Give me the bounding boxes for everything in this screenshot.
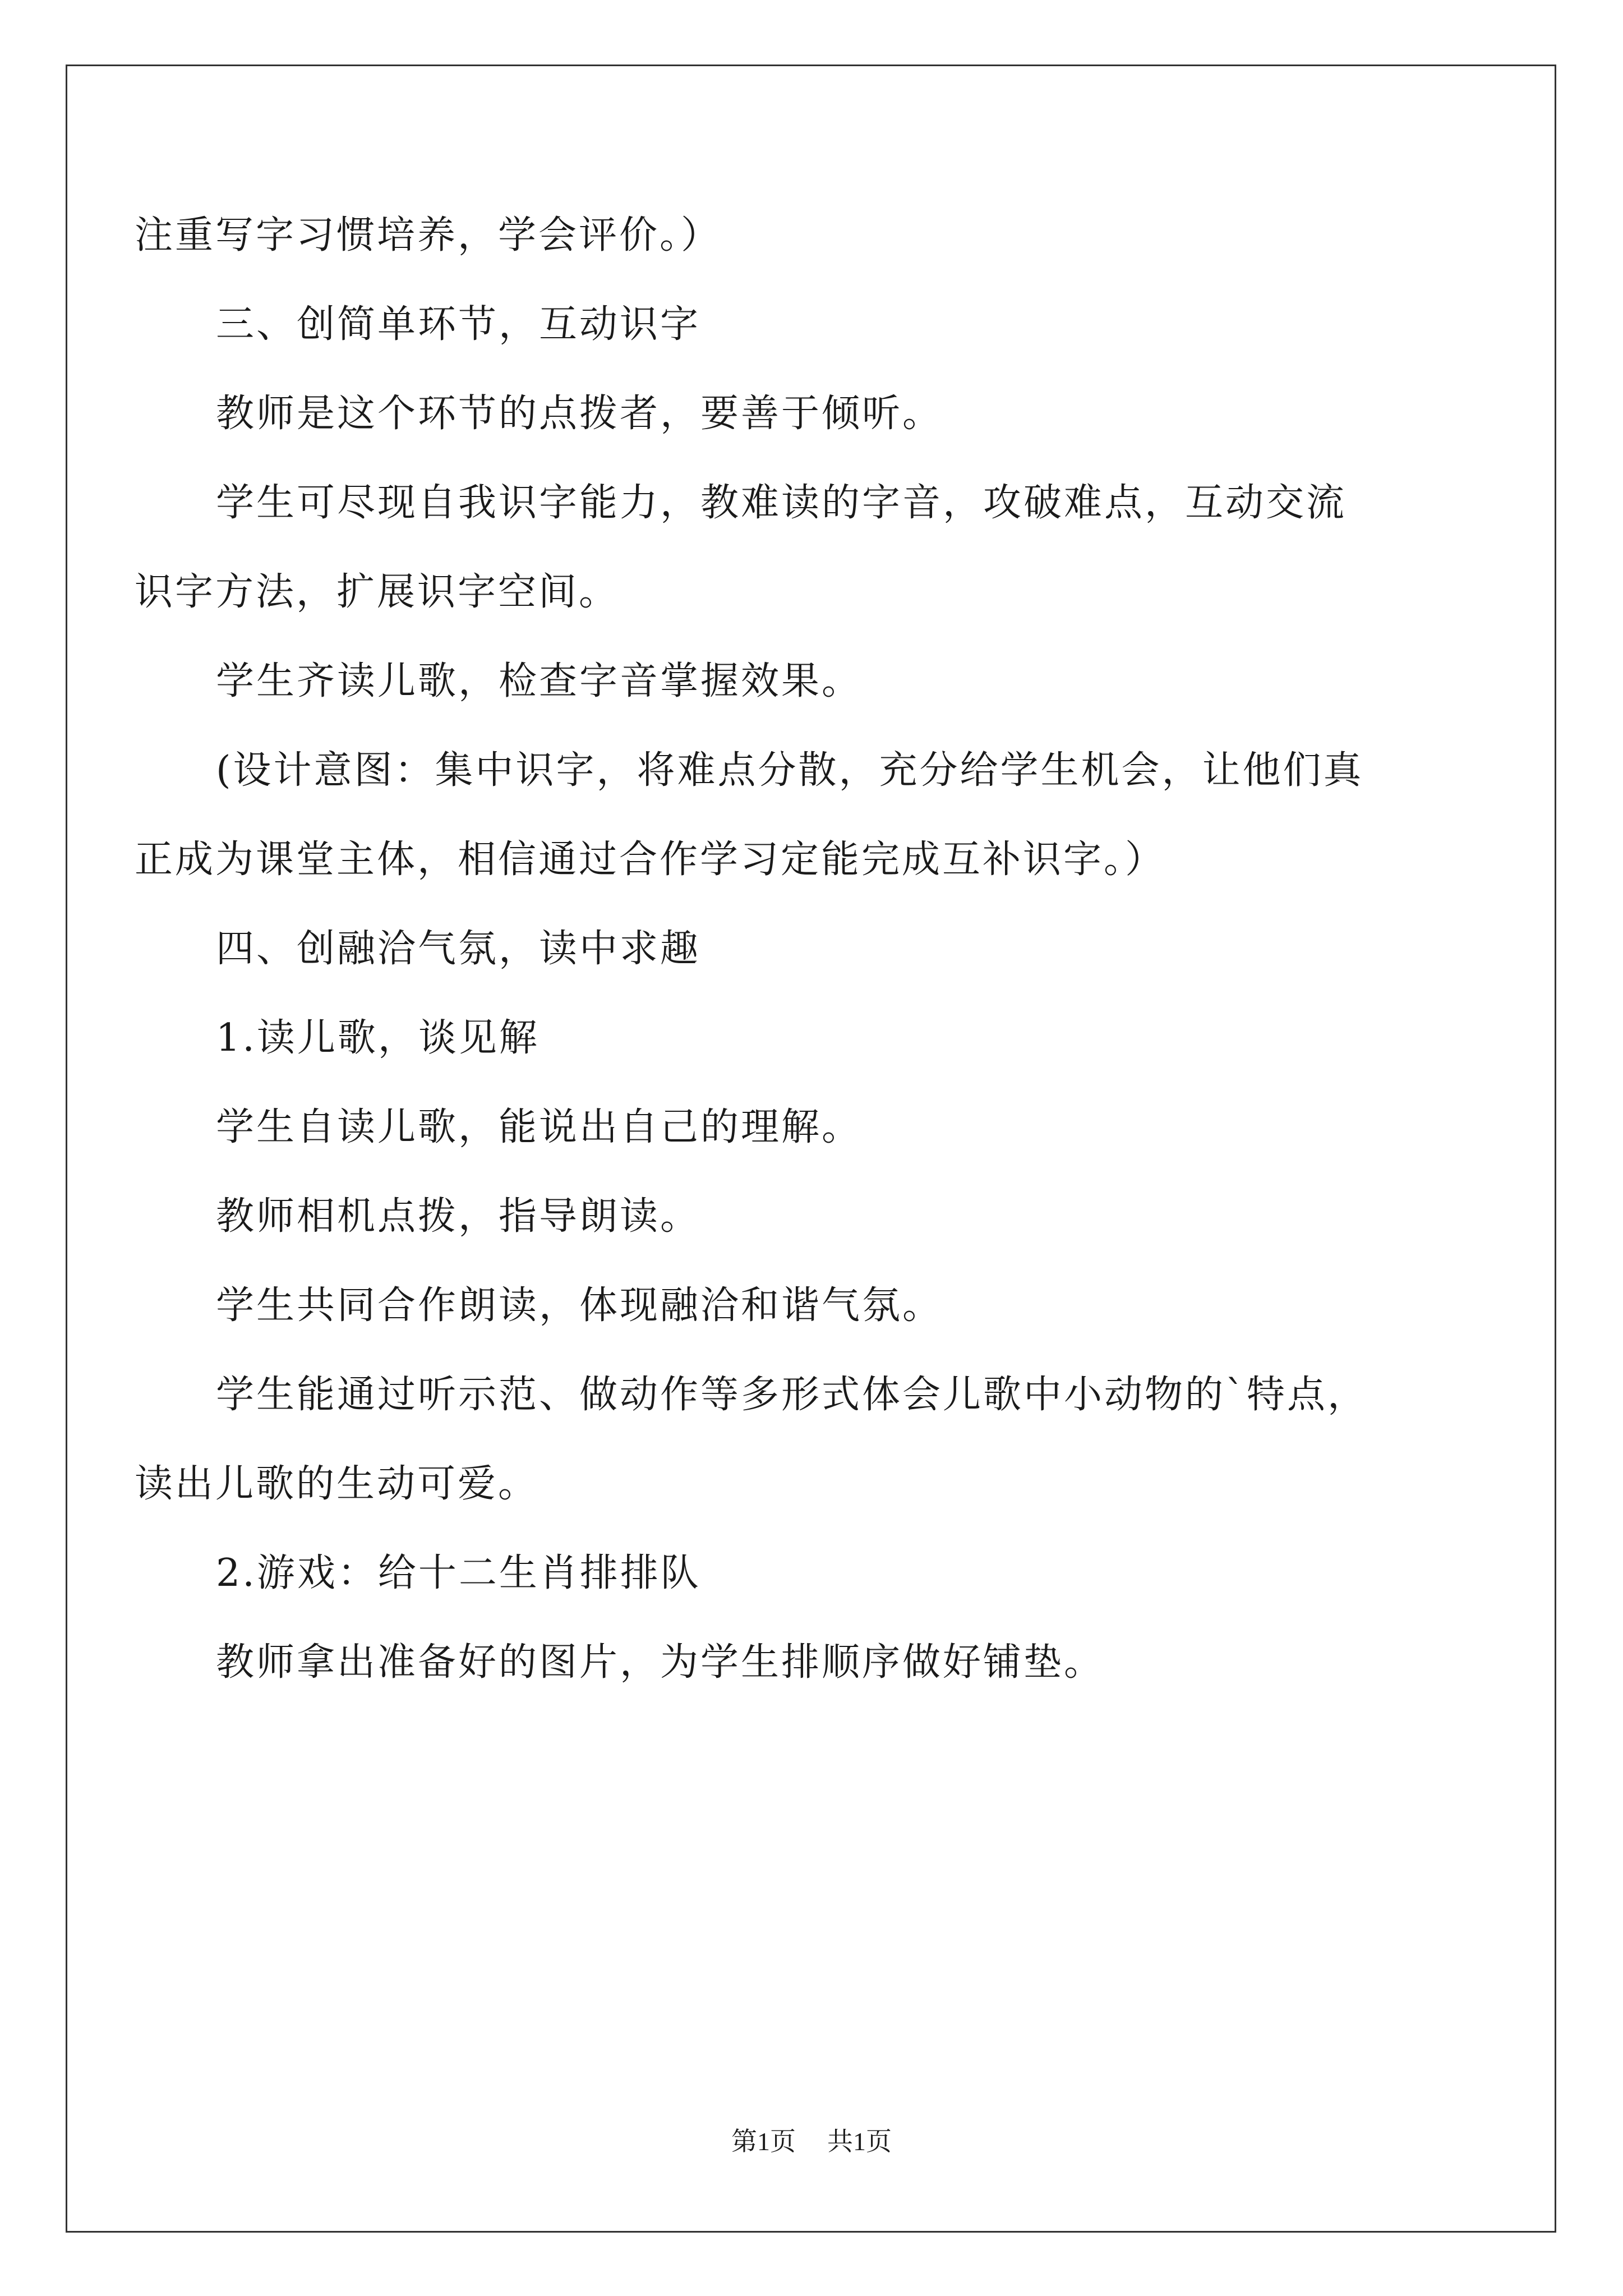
section-heading: 四、创融洽气氛，读中求趣 [216,927,701,971]
paragraph: 学生能通过听示范、做动作等多形式体会儿歌中小动物的`特点， [216,1373,1368,1417]
paragraph: 读出儿歌的生动可爱。 [135,1462,539,1506]
paragraph: 正成为课堂主体，相信通过合作学习定能完成互补识字。） [135,838,1166,882]
paragraph: 学生可尽现自我识字能力，教难读的字音，攻破难点，互动交流 [216,481,1347,525]
document-body [135,213,1469,1729]
subsection-heading: 1.读儿歌，谈见解 [216,1016,540,1060]
paragraph: 注重写字习惯培养，学会评价。） [135,213,722,257]
paragraph: 教师是这个环节的点拨者，要善于倾听。 [216,392,943,436]
section-heading: 三、创简单环节，互动识字 [216,302,701,347]
page-number: 第1页 [731,2127,796,2156]
paragraph: 识字方法，扩展识字空间。 [135,570,620,614]
paragraph: 教师拿出准备好的图片，为学生排顺序做好铺垫。 [216,1640,1105,1685]
paragraph: 学生齐读儿歌，检查字音掌握效果。 [216,659,863,703]
paragraph: 教师相机点拨，指导朗读。 [216,1194,701,1239]
paragraph: (设计意图：集中识字，将难点分散，充分给学生机会，让他们真 [216,748,1364,793]
paragraph: 学生共同合作朗读，体现融洽和谐气氛。 [216,1283,943,1328]
page-footer [0,2126,1623,2157]
page-total: 共1页 [827,2127,892,2156]
subsection-heading: 2.游戏：给十二生肖排排队 [216,1551,701,1595]
paragraph: 学生自读儿歌，能说出自己的理解。 [216,1105,863,1149]
